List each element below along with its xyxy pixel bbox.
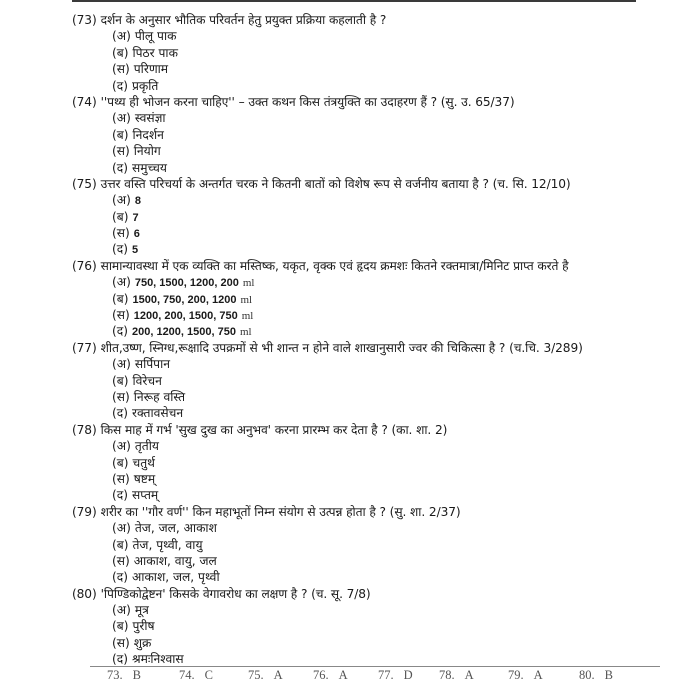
option-b bbox=[72, 45, 672, 61]
question-text: 'पिण्डिकोद्वेष्टन' किसके वेगावरोध का लक्षण है ? (च. सू. 7/8) bbox=[100, 586, 371, 601]
option-b bbox=[72, 373, 672, 389]
option-b bbox=[72, 127, 672, 143]
question-text: शरीर का ''गौर वर्ण'' किन महाभूतों निम्न संयोग से उत्पन्न होता है ? (सु. शा. 2/37) bbox=[100, 504, 461, 519]
option-a bbox=[72, 274, 672, 290]
option-label: (ब) bbox=[112, 619, 129, 634]
option-a bbox=[72, 110, 672, 126]
top-rule bbox=[72, 0, 636, 2]
option-text: आकाश, जल, पृथ्वी bbox=[131, 570, 220, 585]
option-text: आकाश, वायु, जल bbox=[133, 553, 217, 568]
option-label: (अ) bbox=[112, 275, 131, 290]
question-text: किस माह में गर्भ 'सुख दुख का अनुभव' करना प्रारम्भ कर देता है ? (का. शा. 2) bbox=[100, 422, 448, 437]
option-label: (ब) bbox=[112, 45, 129, 60]
option-a bbox=[72, 28, 672, 44]
question-80 bbox=[72, 586, 672, 668]
option-d bbox=[72, 487, 672, 503]
question-75 bbox=[72, 176, 672, 258]
option-text: श्रमःनिश्वास bbox=[131, 652, 184, 667]
answer-80: 80. B bbox=[579, 668, 613, 682]
question-79 bbox=[72, 504, 672, 586]
option-a bbox=[72, 192, 672, 208]
option-b bbox=[72, 291, 672, 307]
question-number: (77) bbox=[72, 340, 97, 355]
question-text: शीत,उष्ण, स्निग्ध,रूक्षादि उपक्रमों से भी शान्त न होने वाले शाखानुसारी ज्वर की चिकित्सा है ? (च.चि. 3/289) bbox=[100, 340, 583, 355]
question-76 bbox=[72, 258, 672, 340]
option-d bbox=[72, 323, 672, 339]
option-label: (अ) bbox=[112, 603, 131, 618]
option-text: निदर्शन bbox=[132, 127, 164, 142]
question-77 bbox=[72, 340, 672, 422]
option-text: 5 bbox=[131, 244, 139, 257]
option-unit: ml bbox=[241, 310, 254, 323]
option-text: नियोग bbox=[133, 144, 161, 159]
question-number: (75) bbox=[72, 176, 97, 191]
option-unit: ml bbox=[239, 326, 252, 339]
option-d bbox=[72, 405, 672, 421]
answer-77: 77. D bbox=[378, 668, 413, 682]
option-label: (ब) bbox=[112, 127, 129, 142]
option-label: (द) bbox=[112, 652, 128, 667]
option-label: (अ) bbox=[112, 111, 131, 126]
option-label: (द) bbox=[112, 160, 128, 175]
option-c bbox=[72, 307, 672, 323]
option-text: सर्पिपान bbox=[134, 357, 170, 372]
option-text: 200, 1200, 1500, 750 bbox=[131, 326, 236, 339]
option-label: (स) bbox=[112, 144, 130, 159]
option-c bbox=[72, 471, 672, 487]
option-label: (स) bbox=[112, 389, 130, 404]
option-text: 750, 1500, 1200, 200 bbox=[134, 277, 239, 290]
option-text: विरेचन bbox=[132, 373, 162, 388]
answer-key-divider bbox=[90, 666, 660, 667]
option-text: 1200, 200, 1500, 750 bbox=[133, 310, 238, 323]
option-a bbox=[72, 356, 672, 372]
option-label: (स) bbox=[112, 471, 130, 486]
question-number: (76) bbox=[72, 258, 97, 273]
option-text: तृतीय bbox=[134, 439, 159, 454]
option-text: तेज, पृथ्वी, वायु bbox=[132, 537, 203, 552]
option-label: (द) bbox=[112, 324, 128, 339]
option-text: शुक्र bbox=[133, 635, 152, 650]
option-c bbox=[72, 389, 672, 405]
question-number: (79) bbox=[72, 504, 97, 519]
option-text: 8 bbox=[134, 195, 141, 208]
option-label: (अ) bbox=[112, 521, 131, 536]
option-text: चतुर्थ bbox=[132, 455, 155, 470]
question-number: (74) bbox=[72, 94, 97, 109]
question-text: उत्तर वस्ति परिचर्या के अन्तर्गत चरक ने कितनी बातों को विशेष रूप से वर्जनीय बताया है ? (च. सि. 12/10) bbox=[100, 176, 571, 191]
option-text: पुरीष bbox=[132, 619, 155, 634]
option-label: (अ) bbox=[112, 439, 131, 454]
option-a bbox=[72, 520, 672, 536]
answer-78: 78. A bbox=[439, 668, 474, 682]
option-c bbox=[72, 225, 672, 241]
option-label: (ब) bbox=[112, 209, 129, 224]
option-c bbox=[72, 553, 672, 569]
option-text: सप्तम् bbox=[131, 488, 159, 503]
option-b bbox=[72, 537, 672, 553]
option-label: (ब) bbox=[112, 537, 129, 552]
option-text: निरूह वस्ति bbox=[133, 389, 186, 404]
question-text: दर्शन के अनुसार भौतिक परिवर्तन हेतु प्रयुक्त प्रक्रिया कहलाती है ? bbox=[100, 13, 387, 27]
question-number: (78) bbox=[72, 422, 97, 437]
question-number: (80) bbox=[72, 586, 97, 601]
option-d bbox=[72, 569, 672, 585]
question-78 bbox=[72, 422, 672, 504]
option-c bbox=[72, 635, 672, 651]
option-label: (द) bbox=[112, 488, 128, 503]
question-text: ''पथ्य ही भोजन करना चाहिए'' – उक्त कथन किस तंत्रयुक्ति का उदाहरण हैं ? (सु. उ. 65/37) bbox=[100, 94, 515, 109]
option-label: (स) bbox=[112, 308, 130, 323]
option-a bbox=[72, 438, 672, 454]
option-label: (द) bbox=[112, 242, 128, 257]
option-text: मूत्र bbox=[134, 603, 149, 618]
option-text: षष्टम् bbox=[133, 471, 156, 486]
option-label: (अ) bbox=[112, 29, 131, 44]
option-text: 6 bbox=[133, 228, 140, 241]
answer-76: 76. A bbox=[313, 668, 348, 682]
option-a bbox=[72, 602, 672, 618]
option-label: (स) bbox=[112, 635, 130, 650]
answer-key bbox=[107, 668, 667, 683]
option-label: (द) bbox=[112, 570, 128, 585]
option-b bbox=[72, 455, 672, 471]
question-73 bbox=[72, 12, 672, 94]
question-list bbox=[72, 12, 672, 668]
option-label: (स) bbox=[112, 553, 130, 568]
question-text: सामान्यावस्था में एक व्यक्ति का मस्तिष्क, यकृत, वृक्क एवं हृदय क्रमशः कितने रक्तमात्रा/मिनिट प्राप्त करते है bbox=[100, 258, 569, 273]
option-b bbox=[72, 618, 672, 634]
option-label: (द) bbox=[112, 78, 128, 93]
option-label: (द) bbox=[112, 406, 128, 421]
option-label: (स) bbox=[112, 226, 130, 241]
option-c bbox=[72, 61, 672, 77]
option-text: समुच्चय bbox=[131, 160, 167, 175]
option-d bbox=[72, 241, 672, 257]
answer-75: 75. A bbox=[248, 668, 283, 682]
option-text: 1500, 750, 200, 1200 bbox=[132, 293, 237, 306]
answer-74: 74. C bbox=[179, 668, 213, 682]
question-number: (73) bbox=[72, 13, 97, 27]
option-c bbox=[72, 143, 672, 159]
option-b bbox=[72, 209, 672, 225]
option-unit: ml bbox=[242, 277, 255, 290]
option-text: 7 bbox=[132, 211, 139, 224]
option-label: (अ) bbox=[112, 193, 131, 208]
option-d bbox=[72, 160, 672, 176]
option-text: रक्तावसेचन bbox=[131, 406, 184, 421]
option-label: (स) bbox=[112, 62, 130, 77]
question-74 bbox=[72, 94, 672, 176]
option-label: (ब) bbox=[112, 291, 129, 306]
option-label: (ब) bbox=[112, 455, 129, 470]
option-text: पिठर पाक bbox=[132, 45, 178, 60]
option-text: पीलू पाक bbox=[134, 29, 177, 44]
option-text: तेज, जल, आकाश bbox=[134, 521, 217, 536]
option-text: प्रकृति bbox=[131, 78, 159, 93]
option-label: (ब) bbox=[112, 373, 129, 388]
option-label: (अ) bbox=[112, 357, 131, 372]
answer-79: 79. A bbox=[508, 668, 543, 682]
option-d bbox=[72, 78, 672, 94]
answer-73: 73. B bbox=[107, 668, 141, 682]
option-unit: ml bbox=[240, 293, 253, 306]
option-text: स्वसंज्ञा bbox=[134, 111, 166, 126]
option-text: परिणाम bbox=[133, 62, 169, 77]
